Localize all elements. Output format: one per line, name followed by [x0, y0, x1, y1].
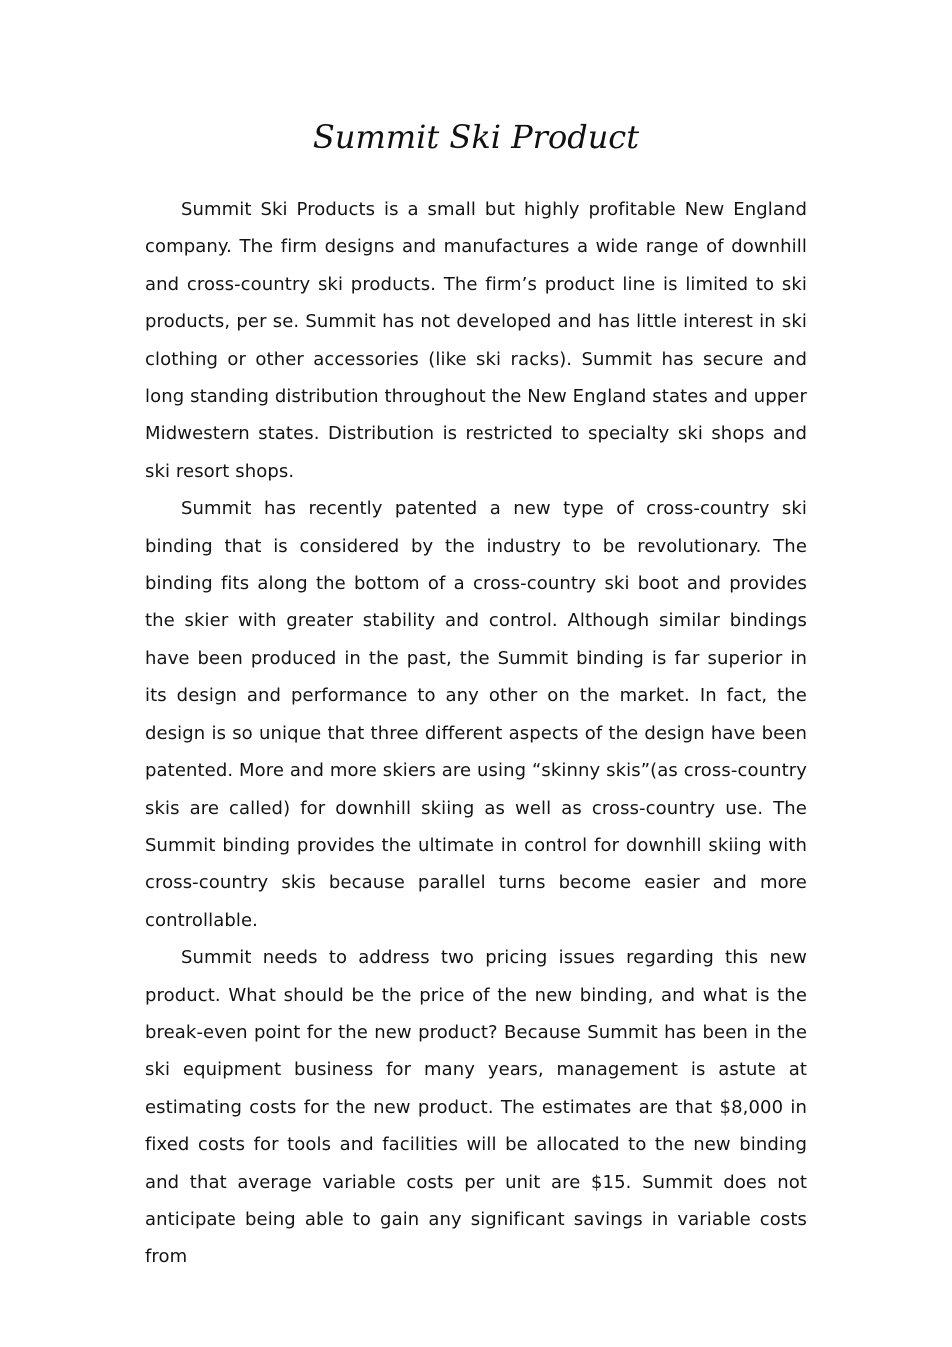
document-title: Summit Ski Product: [312, 118, 640, 156]
paragraph-company-overview: Summit Ski Products is a small but highly profitable New England company. The firm designs and manufactures a wide range of downhill and cross-country ski products. The firm’s product line is limited to ski products, per se. Summit has not developed and has little interest in ski clothing or other accessories (like ski racks). Summit has secure and long standing distribution throughout the New England states and upper Midwestern states. Distribution is restricted to specialty ski shops and ski resort shops.: [145, 199, 807, 482]
paragraph-pricing-issues: Summit needs to address two pricing issues regarding this new product. What should be the price of the new binding, and what is the break-even point for the new product? Because Summit has been in the ski equipment business for many years, management is astute at estimating costs for the new product. The estimates are that $8,000 in fixed costs for tools and facilities will be allocated to the new binding and that average variable costs per unit are $15. Summit does not anticipate being able to gain any significant savings in variable costs from: [145, 947, 807, 1268]
document-body: [145, 191, 807, 1276]
paragraph-new-binding: Summit has recently patented a new type of cross-country ski binding that is considered by the industry to be revolutionary. The binding fits along the bottom of a cross-country ski boot and provides the skier with greater stability and control. Although similar bindings have been produced in the past, the Summit binding is far superior in its design and performance to any other on the market. In fact, the design is so unique that three different aspects of the design have been patented. More and more skiers are using “skinny skis”(as cross-country skis are called) for downhill skiing as well as cross-country use. The Summit binding provides the ultimate in control for downhill skiing with cross-country skis because parallel turns become easier and more controllable.: [145, 498, 807, 931]
